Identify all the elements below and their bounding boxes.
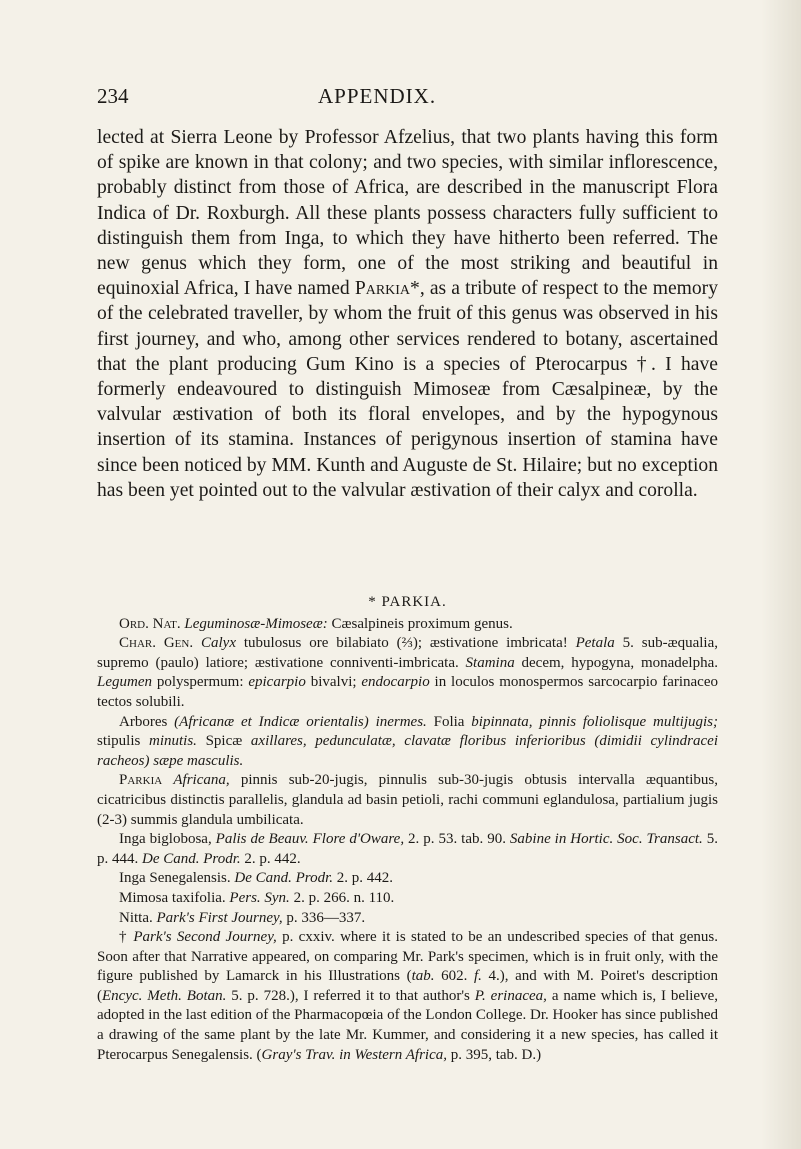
footnote-block: [97, 593, 718, 1065]
dagger-footnote: † Park's Second Journey, p. cxxiv. where it is stated to be an undescribed species of that genus. Soon after that Narrative appeared, on comparing Mr. Park's specimen, which is in fruit only, with the figure published by Lamarck in his Illustrations (tab. 602. f. 4.), and with M. Poiret's description (Encyc. Meth. Botan. 5. p. 728.), I referred it to that author's P. erinacea, a name which is, I believe, adopted in the last edition of the Pharmacopœia of the London College. Dr. Hooker has since published a drawing of the same plant by the late Mr. Kummer, and considering it a new species, has called it Pterocarpus Senegalensis. (Gray's Trav. in Western Africa, p. 395, tab. D.): [97, 929, 719, 1063]
habit-description: Arbores (Africanæ et Indicæ orientalis) inermes. Folia bipinnata, pinnis foliolisque multijugis; stipulis minutis. Spicæ axillares, pedunculatæ, clavatæ floribus inferioribus (dimidii cylindracei racheos) sæpe masculis.: [97, 713, 719, 769]
parkia-name: Parkia: [354, 278, 411, 300]
running-head: APPENDIX.: [318, 84, 437, 108]
species-description: Parkia Africana, pinnis sub-20-jugis, pinnulis sub-30-jugis obtusis intervalla æquantibus, cicatricibus distinctis parallelis, glandula ad basin petioli, rachi communi eglandulosa, partialium jugis (2-3) summis glandula umbilicata.: [97, 772, 719, 828]
body-paragraph: lected at Sierra Leone by Professor Afzelius, that two plants having this form of spike are known in that colony; and two species, with similar inflorescence, probably distinct from those of Africa, are described in the manuscript Flora Indica of Dr. Roxburgh. All these plants possess characters fully sufficient to distinguish them from Inga, to which they have hitherto been referred. The new genus which they form, one of the most striking and beautiful in equinoxial Africa, I have named Parkia*, as a tribute of respect to the memory of the celebrated traveller, by whom the fruit of this genus was observed in his first journey, and who, among other services rendered to botany, ascertained that the plant producing Gum Kino is a species of Pterocarpus †. I have formerly endeavoured to distinguish Mimoseæ from Cæsalpineæ, by the valvular æstivation of both its floral envelopes, and by the hypogynous insertion of its stamina. Instances of perigynous insertion of stamina have since been noticed by MM. Kunth and Auguste de St. Hilaire; but no exception has been yet pointed out to the valvular æstivation of their calyx and corolla.: [97, 127, 718, 501]
synonym-line: Nitta. Park's First Journey, p. 336—337.: [119, 909, 366, 926]
synonym-line: Mimosa taxifolia. Pers. Syn. 2. p. 266. n. 110.: [119, 889, 395, 906]
page-number: 234: [97, 84, 129, 108]
page-edge-shadow: [761, 0, 801, 1149]
synonym-line: Inga biglobosa, Palis de Beauv. Flore d'Oware, 2. p. 53. tab. 90. Sabine in Hortic. Soc. Transact. 5. p. 444. De Cand. Prodr. 2. p. 442.: [97, 831, 719, 867]
synonym-line: Inga Senegalensis. De Cand. Prodr. 2. p. 442.: [119, 870, 394, 887]
footnote-title: * PARKIA.: [368, 594, 447, 610]
main-text: [97, 125, 718, 503]
generic-character: Char. Gen. Calyx tubulosus ore bilabiato (⅔); æstivatione imbricata! Petala 5. sub-æqualia, supremo (paulo) latiore; æstivatione conniventi-imbricata. Stamina decem, hypogyna, monadelpha. Legumen polyspermum: epicarpio bivalvi; endocarpio in loculos monospermos sarcocarpio farinaceo tectos solubili.: [97, 635, 719, 710]
page-header: [97, 84, 717, 114]
ordo-naturalis: Ord. Nat. Leguminosæ-Mimoseæ: Cæsalpineis proximum genus.: [119, 615, 513, 632]
